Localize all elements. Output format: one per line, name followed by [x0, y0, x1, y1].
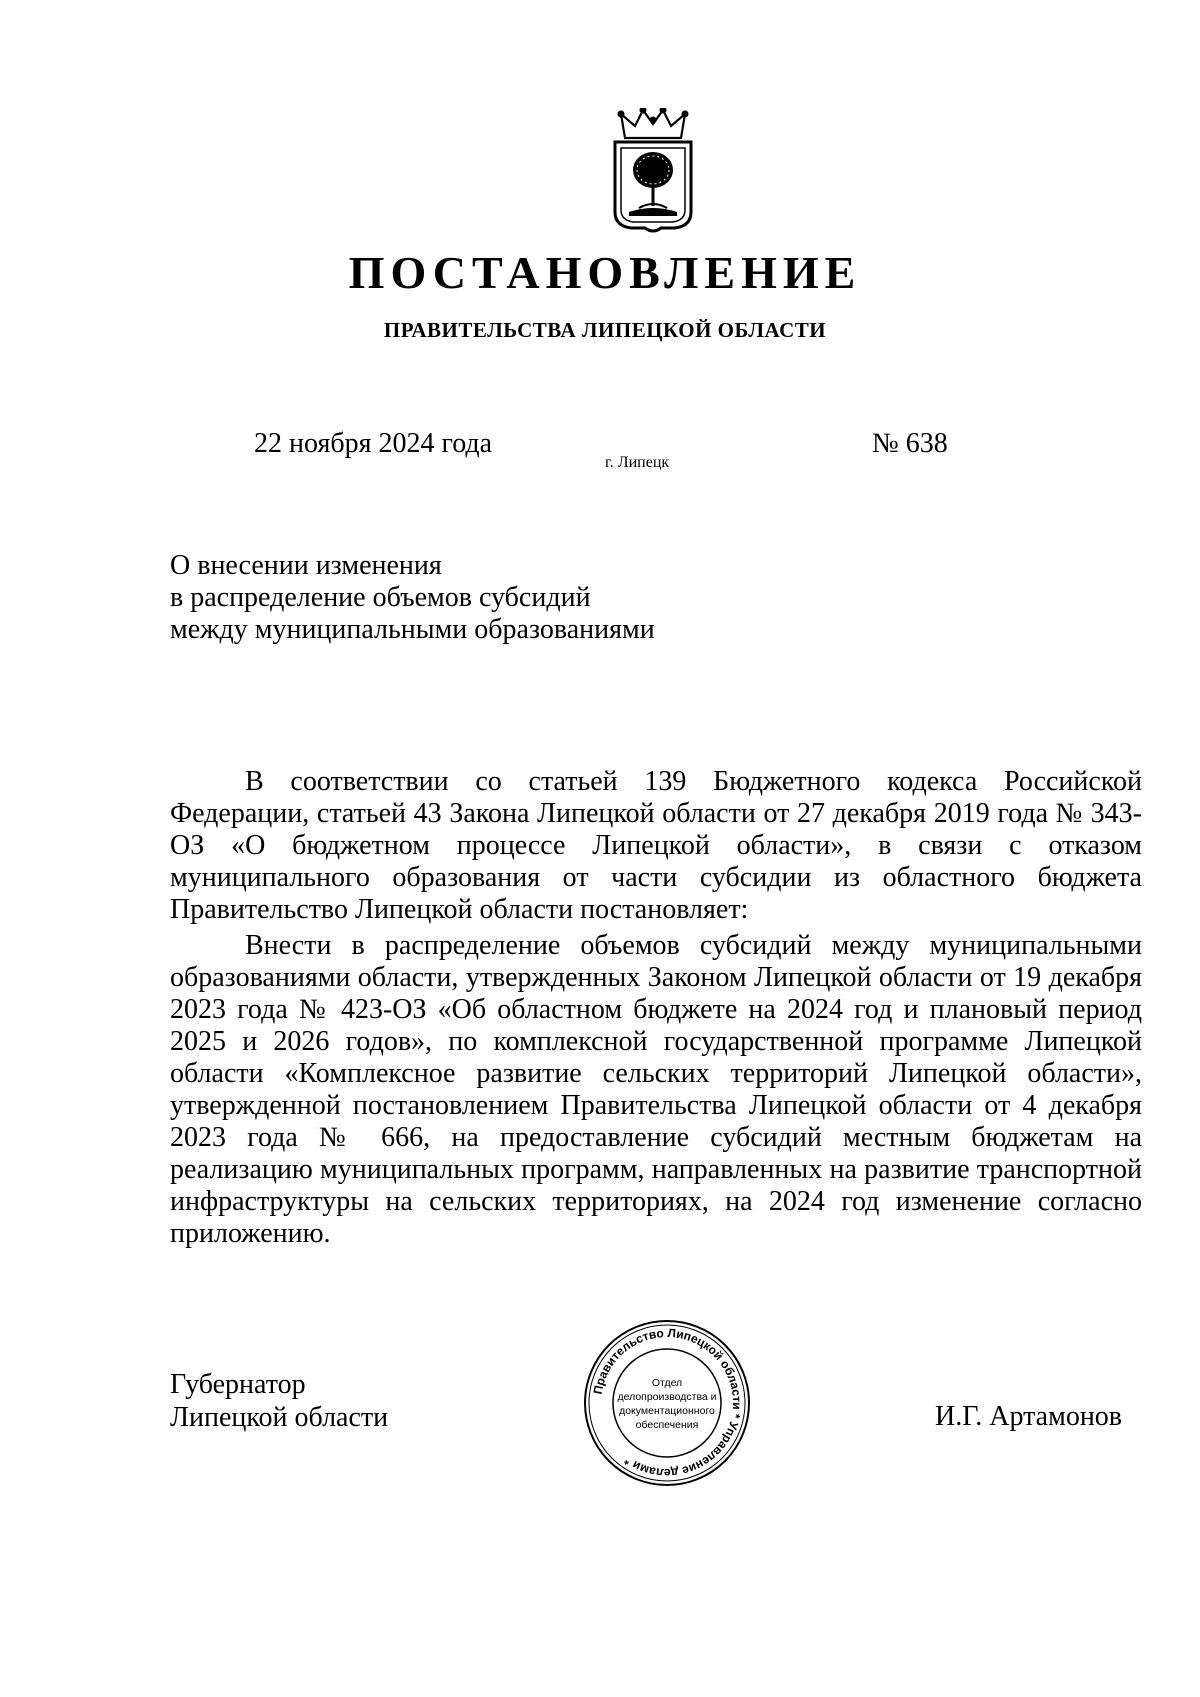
document-heading	[170, 550, 655, 646]
stamp-outer-text: Правительство Липецкой области * Управление делами *	[590, 1325, 745, 1481]
body-paragraph: В соответствии со статьей 139 Бюджетного кодекса Российской Федерации, статьей 43 Закона Липецкой области от 27 декабря 2019 года № 343-ОЗ «О бюджетном процессе Липецкой области», в связи с отказом муниципального образования от части субсидии из областного бюджета Правительство Липецкой области постановляет:	[170, 766, 1142, 925]
document-number: № 638	[872, 428, 948, 459]
stamp-inner-line: обеспечения	[635, 1419, 699, 1431]
body-paragraph: Внести в распределение объемов субсидий между муниципальными образованиями области, утвержденных Законом Липецкой области от 19 декабря 2023 года № 423-ОЗ «Об областном бюджете на 2024 год и плановый период 2025 и 2026 годов», по комплексной государственной программе Липецкой области «Комплексное развитие сельских территорий Липецкой области», утвержденной постановлением Правительства Липецкой области от 4 декабря 2023 года № 666, на предоставление субсидий местным бюджетам на реализацию муниципальных программ, направленных на развитие транспортной инфраструктуры на сельских территориях, на 2024 год изменение согласно приложению.	[170, 930, 1142, 1249]
document-body	[170, 766, 1142, 1254]
stamp-inner-line: делопроизводства и	[617, 1391, 717, 1403]
coat-of-arms-emblem	[609, 108, 697, 236]
document-subtitle: ПРАВИТЕЛЬСТВА ЛИПЕЦКОЙ ОБЛАСТИ	[383, 318, 827, 342]
signer-position	[170, 1368, 388, 1434]
official-stamp	[582, 1318, 752, 1488]
heading-line: в распределение объемов субсидий	[170, 582, 591, 613]
heading-line: между муниципальными образованиями	[170, 614, 655, 645]
signer-name: И.Г. Артамонов	[935, 1401, 1123, 1432]
signer-position-line: Липецкой области	[170, 1402, 389, 1433]
stamp-inner-line: Отдел	[651, 1377, 683, 1389]
stamp-inner-line: документационного	[619, 1405, 715, 1417]
document-date: 22 ноября 2024 года	[254, 428, 493, 459]
document-title: ПОСТАНОВЛЕНИЕ	[348, 247, 862, 298]
signer-position-line: Губернатор	[170, 1369, 306, 1400]
document-city: г. Липецк	[605, 454, 670, 471]
heading-line: О внесении изменения	[170, 550, 442, 581]
